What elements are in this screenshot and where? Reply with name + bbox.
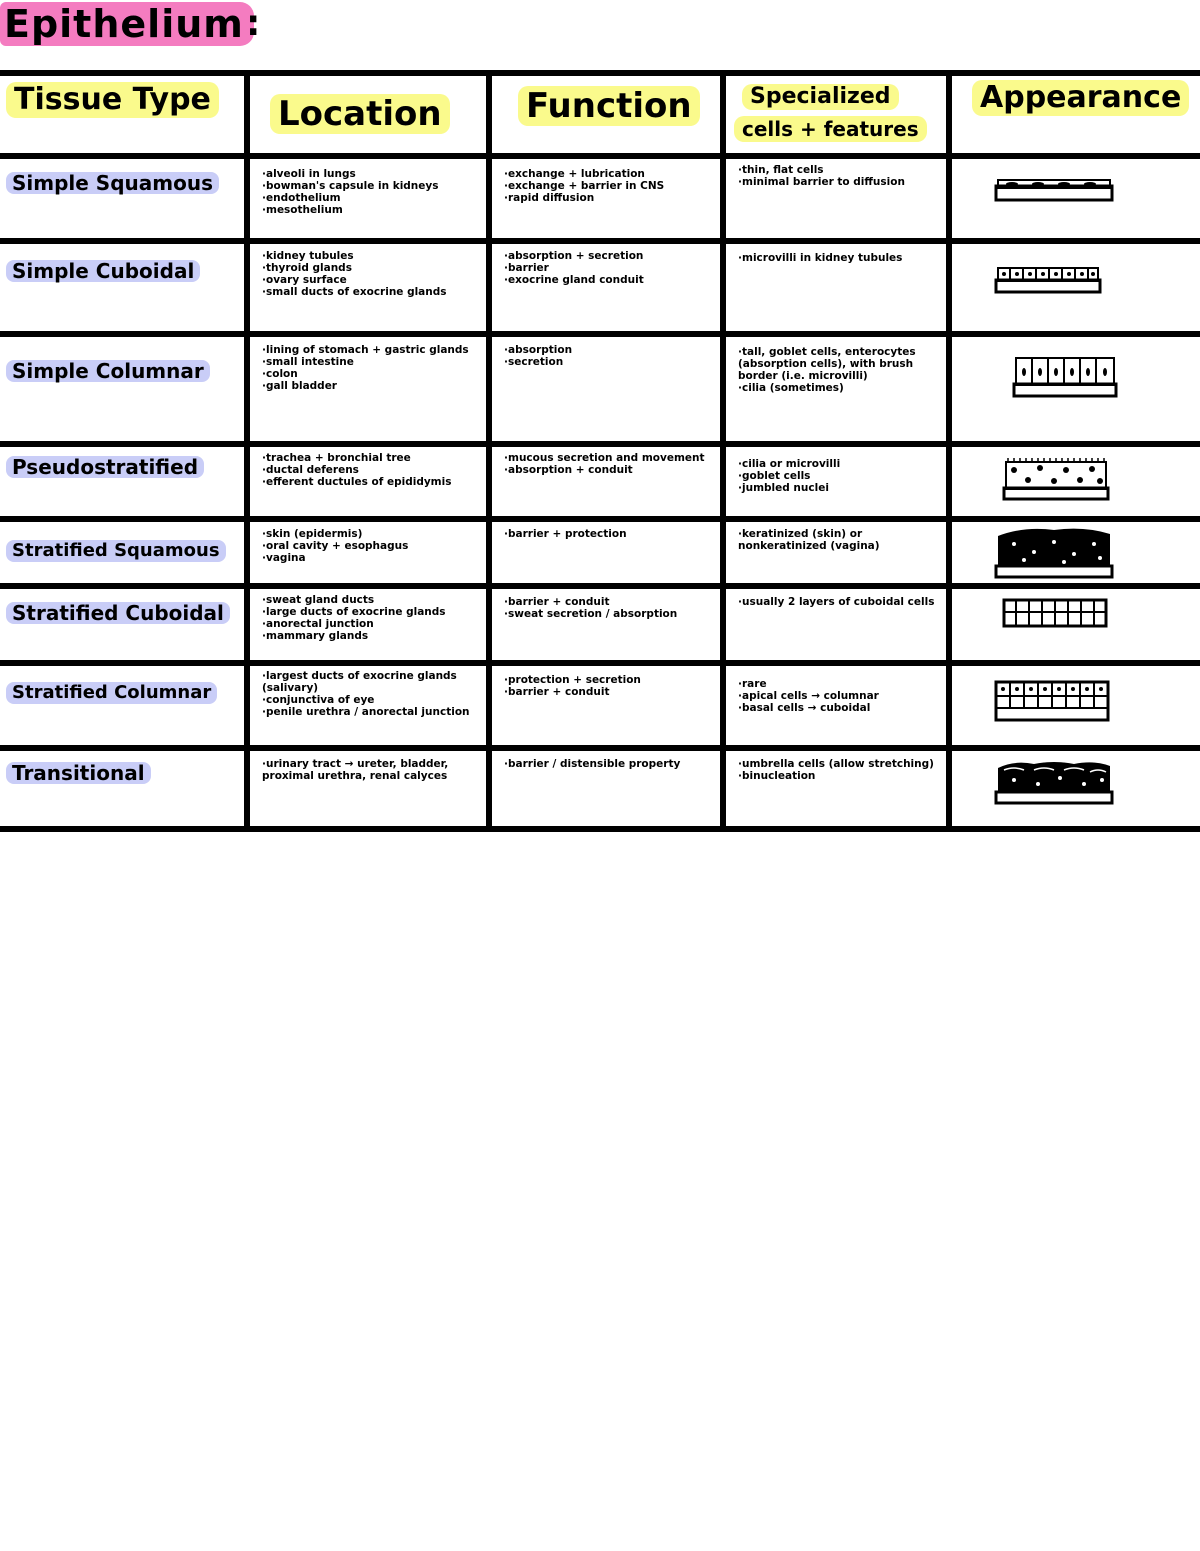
- list-item: · efferent ductules of epididymis: [262, 476, 478, 488]
- simple-squamous-cells-icon: [994, 176, 1114, 204]
- list-item: · rapid diffusion: [504, 192, 712, 204]
- list-item: · sweat secretion / absorption: [504, 608, 712, 620]
- table-rule: [946, 70, 952, 832]
- list-item: · exchange + lubrication: [504, 168, 712, 180]
- list-item: · barrier + protection: [504, 528, 712, 540]
- stratified-columnar-cells-icon: [994, 680, 1110, 722]
- list-item: · anorectal junction: [262, 618, 478, 630]
- location-cell: [256, 450, 484, 514]
- list-item: · mucous secretion and movement: [504, 452, 712, 464]
- list-item: · jumbled nuclei: [738, 482, 938, 494]
- location-cell: [256, 166, 484, 236]
- list-item: · alveoli in lungs: [262, 168, 478, 180]
- page-title: Epithelium: [0, 2, 254, 46]
- list-item: · rare: [738, 678, 938, 690]
- function-cell: [498, 594, 718, 658]
- list-item: · absorption: [504, 344, 712, 356]
- list-item: · basal cells → cuboidal: [738, 702, 938, 714]
- function-cell: [498, 342, 718, 438]
- specialized-cell: [732, 594, 944, 658]
- table-rule: [0, 826, 1200, 832]
- list-item: · gall bladder: [262, 380, 478, 392]
- table-rule: [720, 70, 726, 832]
- list-item: · microvilli in kidney tubules: [738, 252, 938, 264]
- table-rule: [0, 745, 1200, 751]
- location-cell: [256, 668, 484, 744]
- function-cell: [498, 450, 718, 514]
- header-appearance: Appearance: [972, 80, 1189, 116]
- header-function: Function: [518, 86, 700, 126]
- specialized-cell: [732, 344, 944, 438]
- tissue-type-label: Simple Squamous: [6, 172, 219, 194]
- list-item: · apical cells → columnar: [738, 690, 938, 702]
- location-cell: [256, 592, 484, 658]
- list-item: · trachea + bronchial tree: [262, 452, 478, 464]
- header-specialized-line1: Specialized: [742, 84, 899, 110]
- list-item: · urinary tract → ureter, bladder, proximal urethra, renal calyces: [262, 758, 478, 782]
- list-item: · goblet cells: [738, 470, 938, 482]
- tissue-type-label: Simple Columnar: [6, 360, 210, 382]
- list-item: · lining of stomach + gastric glands: [262, 344, 478, 356]
- list-item: · oral cavity + esophagus: [262, 540, 478, 552]
- list-item: · binucleation: [738, 770, 938, 782]
- transitional-cells-icon: [994, 758, 1116, 806]
- list-item: · vagina: [262, 552, 478, 564]
- table-rule: [0, 70, 1200, 76]
- list-item: · endothelium: [262, 192, 478, 204]
- list-item: · small intestine: [262, 356, 478, 368]
- pseudostratified-cells-icon: [1002, 456, 1112, 502]
- simple-columnar-cells-icon: [1012, 354, 1120, 400]
- stratified-cuboidal-cells-icon: [1002, 598, 1108, 628]
- list-item: · absorption + conduit: [504, 464, 712, 476]
- table-rule: [0, 331, 1200, 337]
- function-cell: [498, 756, 718, 824]
- specialized-cell: [732, 456, 944, 514]
- tissue-type-label: Stratified Squamous: [6, 540, 226, 562]
- list-item: · mesothelium: [262, 204, 478, 216]
- function-cell: [498, 526, 718, 582]
- list-item: · penile urethra / anorectal junction: [262, 706, 478, 718]
- list-item: · conjunctiva of eye: [262, 694, 478, 706]
- tissue-type-label: Transitional: [6, 762, 151, 784]
- list-item: · keratinized (skin) or nonkeratinized (vagina): [738, 528, 938, 552]
- header-specialized-line2: cells + features: [734, 116, 927, 142]
- function-cell: [498, 248, 718, 328]
- title-colon: :: [246, 3, 261, 44]
- list-item: · barrier: [504, 262, 712, 274]
- list-item: · secretion: [504, 356, 712, 368]
- list-item: · exocrine gland conduit: [504, 274, 712, 286]
- tissue-type-label: Stratified Cuboidal: [6, 602, 230, 624]
- tissue-type-label: Pseudostratified: [6, 456, 204, 478]
- list-item: · thin, flat cells: [738, 164, 938, 176]
- list-item: · exchange + barrier in CNS: [504, 180, 712, 192]
- location-cell: [256, 248, 484, 328]
- specialized-cell: [732, 756, 944, 824]
- function-cell: [498, 166, 718, 236]
- list-item: · large ducts of exocrine glands: [262, 606, 478, 618]
- list-item: · ovary surface: [262, 274, 478, 286]
- list-item: · barrier + conduit: [504, 686, 712, 698]
- list-item: · largest ducts of exocrine glands (salivary): [262, 670, 478, 694]
- table-rule: [244, 70, 250, 832]
- location-cell: [256, 342, 484, 438]
- list-item: · cilia or microvilli: [738, 458, 938, 470]
- table-rule: [0, 153, 1200, 159]
- stratified-squamous-cells-icon: [994, 524, 1116, 580]
- list-item: · tall, goblet cells, enterocytes (absorption cells), with brush border (i.e. microvilli): [738, 346, 938, 382]
- list-item: · ductal deferens: [262, 464, 478, 476]
- table-rule: [0, 583, 1200, 589]
- list-item: · minimal barrier to diffusion: [738, 176, 938, 188]
- header-tissue-type: Tissue Type: [6, 82, 219, 118]
- list-item: · absorption + secretion: [504, 250, 712, 262]
- list-item: · colon: [262, 368, 478, 380]
- specialized-cell: [732, 526, 944, 582]
- list-item: · umbrella cells (allow stretching): [738, 758, 938, 770]
- header-location: Location: [270, 94, 450, 134]
- specialized-cell: [732, 676, 944, 744]
- function-cell: [498, 672, 718, 744]
- table-rule: [0, 441, 1200, 447]
- list-item: · protection + secretion: [504, 674, 712, 686]
- table-rule: [0, 238, 1200, 244]
- list-item: · thyroid glands: [262, 262, 478, 274]
- list-item: · barrier / distensible property: [504, 758, 712, 770]
- list-item: · small ducts of exocrine glands: [262, 286, 478, 298]
- list-item: · sweat gland ducts: [262, 594, 478, 606]
- tissue-type-label: Stratified Columnar: [6, 682, 217, 704]
- specialized-cell: [732, 162, 944, 234]
- table-rule: [486, 70, 492, 832]
- location-cell: [256, 756, 484, 824]
- list-item: · barrier + conduit: [504, 596, 712, 608]
- table-rule: [0, 516, 1200, 522]
- list-item: · skin (epidermis): [262, 528, 478, 540]
- simple-cuboidal-cells-icon: [994, 264, 1104, 294]
- location-cell: [256, 526, 484, 582]
- list-item: · bowman's capsule in kidneys: [262, 180, 478, 192]
- table-rule: [0, 660, 1200, 666]
- list-item: · usually 2 layers of cuboidal cells: [738, 596, 938, 608]
- list-item: · cilia (sometimes): [738, 382, 938, 394]
- list-item: · mammary glands: [262, 630, 478, 642]
- specialized-cell: [732, 250, 944, 328]
- tissue-type-label: Simple Cuboidal: [6, 260, 200, 282]
- list-item: · kidney tubules: [262, 250, 478, 262]
